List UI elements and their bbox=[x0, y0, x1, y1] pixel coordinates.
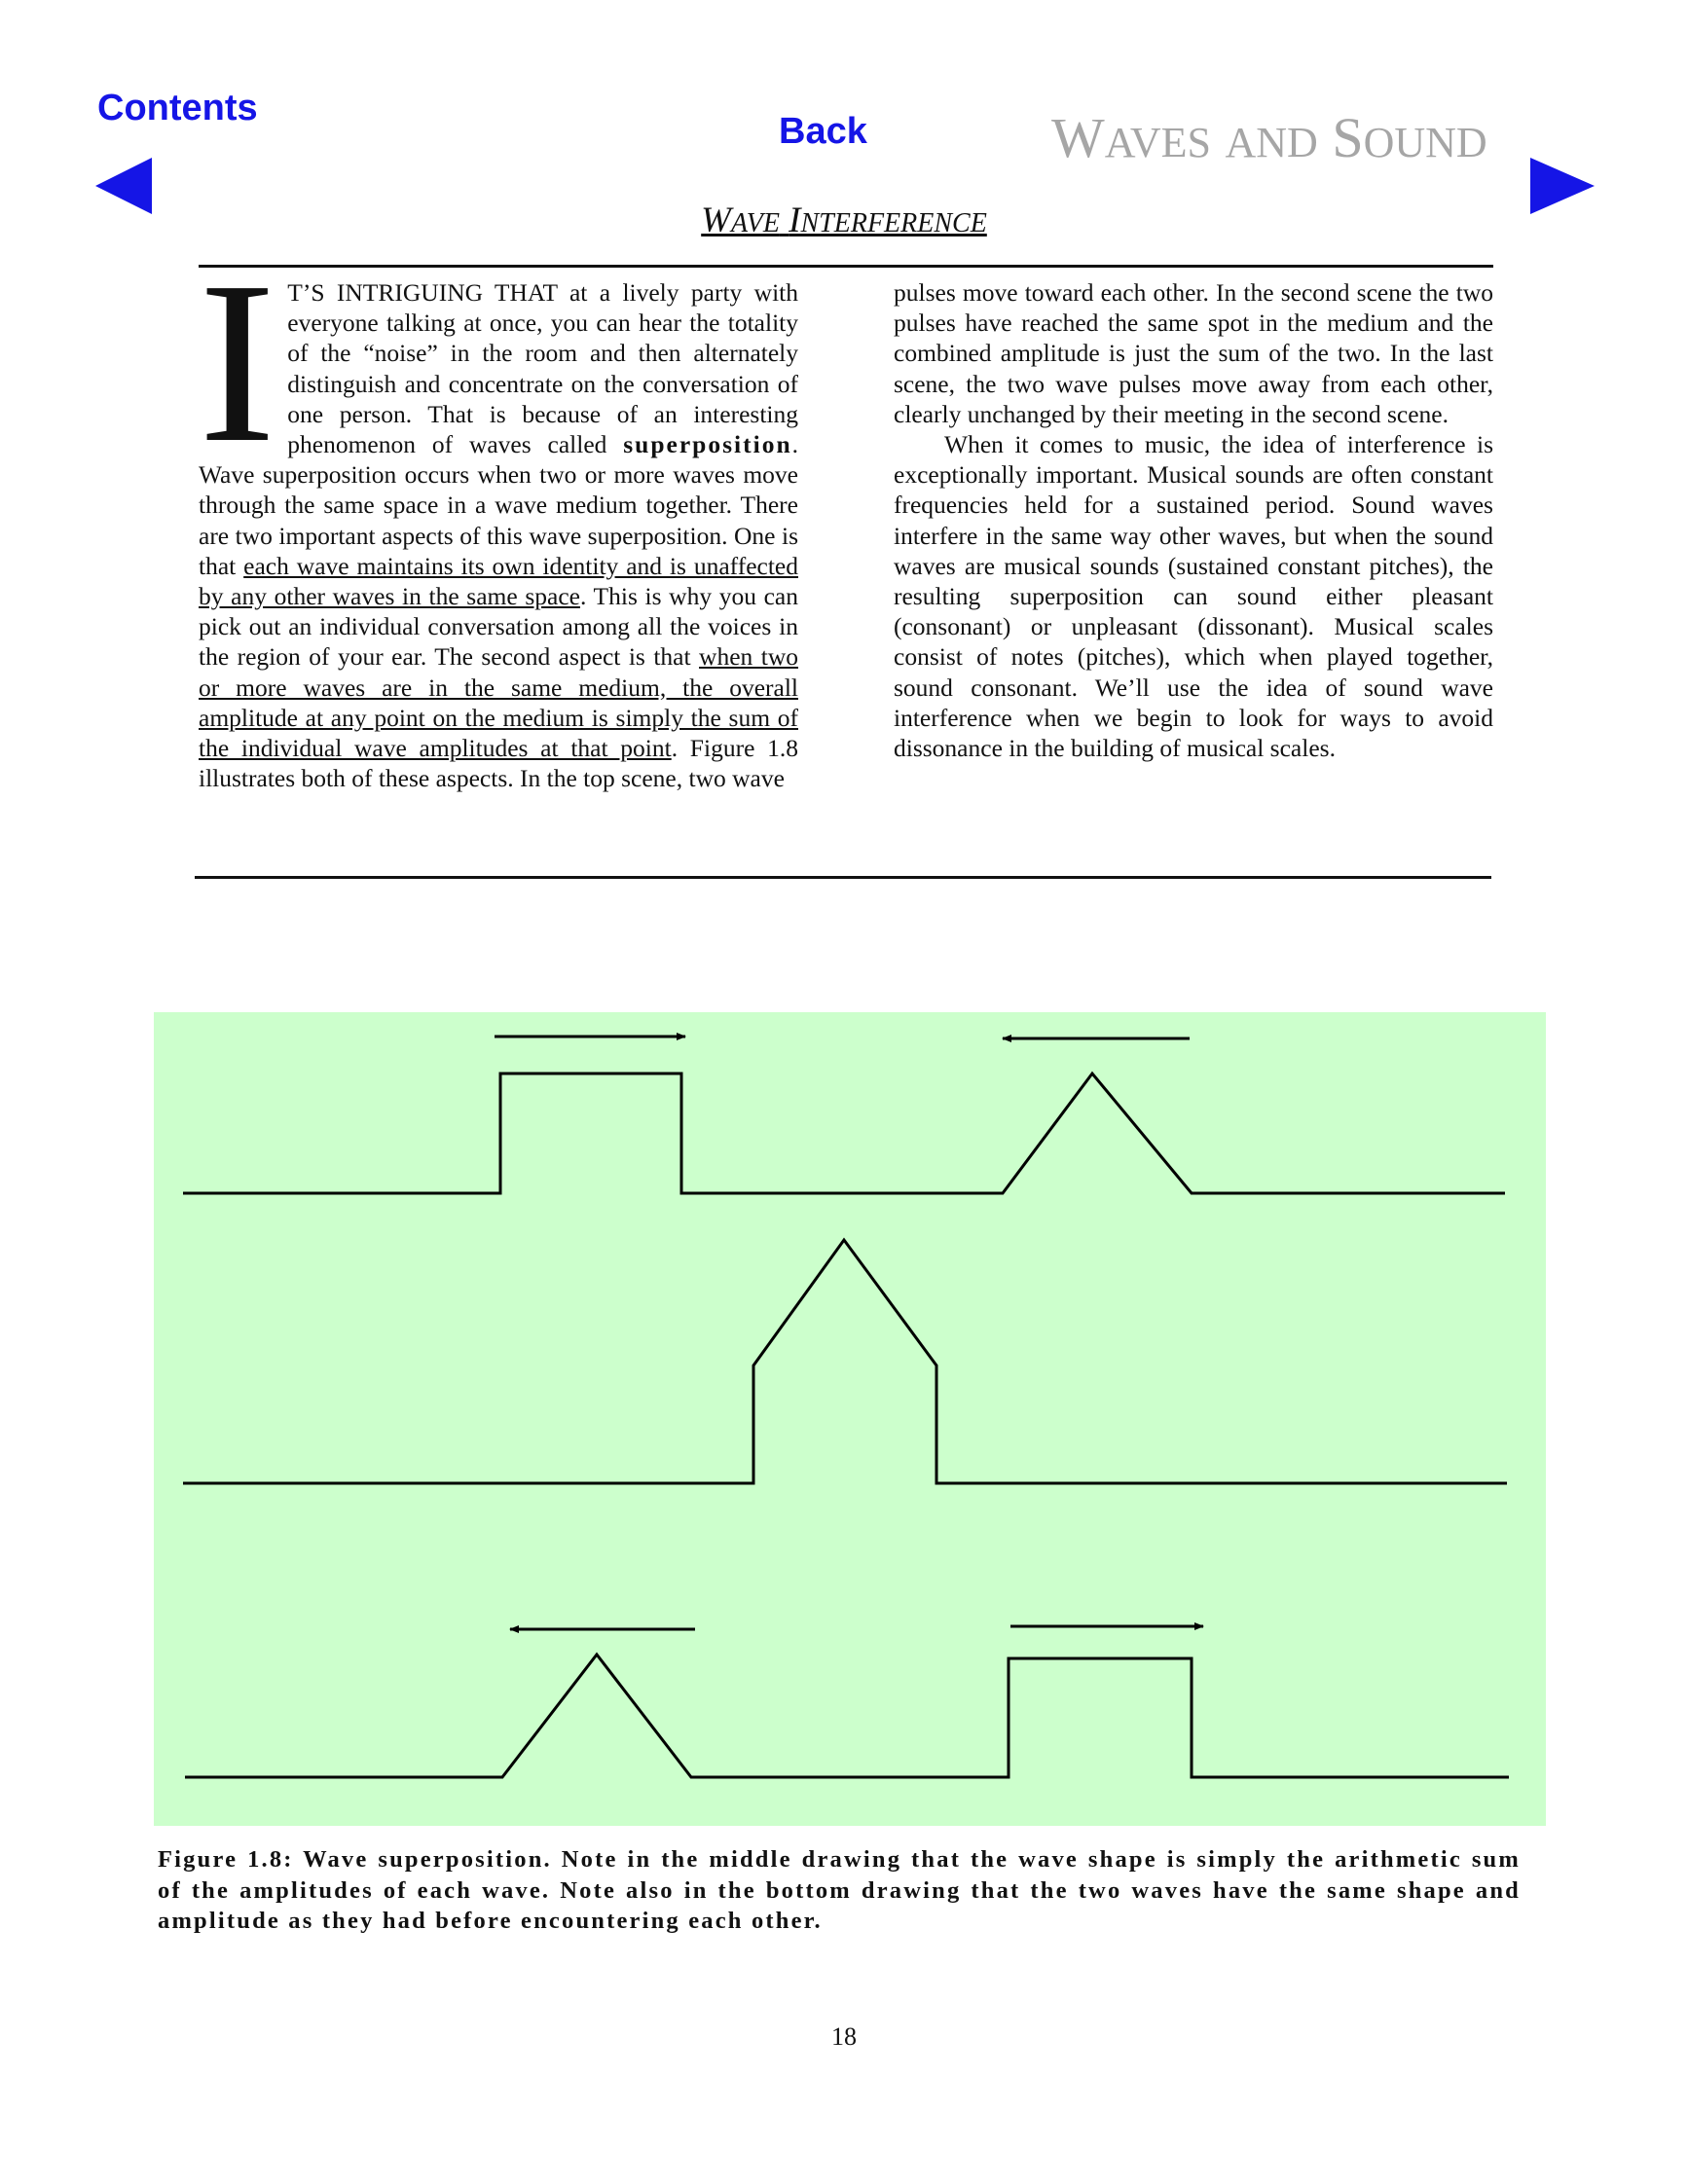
underlined-aspect-two: when two or more waves are in the same medium, the overall amplitude at any point on the medium is simply the sum of the individual wave amplitudes at that point bbox=[199, 642, 798, 763]
left-column: I T’S INTRIGUING THAT at a lively party with everyone talking at once, you can hear the totality of the “noise” in the room and then alternately distinguish and concentrate on the conversation of one person. That is because of an interesting phenomenon of waves called superposition. Wave superposition occurs when two or more waves move through the same space in a wave medium together. There are two important aspects of this wave superposition. One is that each wave maintains its own identity and is unaffected by any other waves in the same space. This is why you can pick out an individual conversation among all the voices in the region of your ear. The second aspect is that when two or more waves are in the same medium, the overall amplitude at any point on the medium is simply the sum of the individual wave amplitudes at that point. Figure 1.8 illustrates both of these aspects. In the top scene, two wave bbox=[199, 235, 799, 793]
drop-cap: I bbox=[199, 235, 276, 491]
middle-scene-wave bbox=[183, 1240, 1507, 1483]
bottom-scene-wave bbox=[185, 1655, 1509, 1777]
figure-caption: Figure 1.8: Wave superposition. Note in the middle drawing that the wave shape is simply the arithmetic sum of the amplitudes of each wave. Note also in the bottom drawing that the two waves have the same shape and amplitude as they had before encountering each other. bbox=[158, 1846, 1521, 1934]
top-rule bbox=[199, 265, 1493, 268]
bottom-rule bbox=[195, 876, 1491, 879]
paragraph: pulses move toward each other. In the second scene the two pulses have reached the same spot in the medium and the combined amplitude is just the sum of the two. In the last scene, the two wave pulses move away from each other, clearly unchanged by their meeting in the second scene. bbox=[894, 278, 1493, 428]
paragraph: When it comes to music, the idea of interference is exceptionally important. Musical sounds are often constant frequencies held for a sustained period. Sound waves interfere in the same way other waves, but when the sound waves are musical sounds (sustained constant pitches), the resulting superposition can sound either pleasant (consonant) or unpleasant (dissonant). Musical scales consist of notes (pitches), which when played together, sound consonant. We’ll use the idea of sound wave interference when we begin to look for ways to avoid dissonance in the building of musical scales. bbox=[894, 430, 1493, 763]
figure-panel bbox=[154, 1012, 1546, 1826]
back-link[interactable]: Back bbox=[779, 111, 867, 152]
underlined-aspect-one: each wave maintains its own identity and is unaffected by any other waves in the same space bbox=[199, 551, 798, 611]
top-scene-wave bbox=[183, 1074, 1505, 1193]
wave-superposition-diagram bbox=[154, 1012, 1546, 1826]
term-superposition: superposition bbox=[623, 430, 792, 459]
right-column bbox=[894, 277, 1493, 763]
section-title: WAVE INTERFERENCE bbox=[701, 200, 987, 240]
page-number: 18 bbox=[831, 2022, 857, 2051]
book-title: WAVES AND SOUND bbox=[1051, 106, 1487, 169]
contents-link[interactable]: Contents bbox=[97, 88, 258, 128]
